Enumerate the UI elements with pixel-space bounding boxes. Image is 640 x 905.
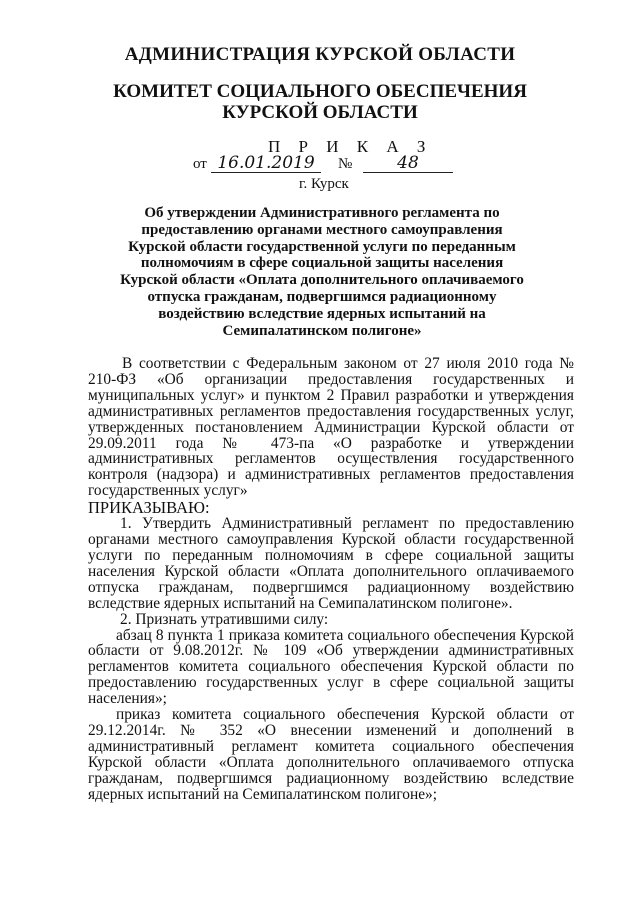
committee-heading-line2: КУРСКОЙ ОБЛАСТИ [222,102,418,123]
order-number-handwritten: 48 [363,154,453,173]
from-label: от [193,156,207,172]
organization-heading: АДМИНИСТРАЦИЯ КУРСКОЙ ОБЛАСТИ [124,44,516,65]
committee-heading-line1: КОМИТЕТ СОЦИАЛЬНОГО ОБЕСПЕЧЕНИЯ [113,81,527,102]
item-2a-paragraph: абзац 8 пункта 1 приказа комитета социального обеспечения Курской области от 9.08.2012г. № 109 «Об утверждении административных регламентов комитета социального обеспечения Курской области по предоставлению государственных услуг в сфере социальной защиты населения»; [88,626,574,708]
document-body [88,356,574,802]
committee-heading [0,81,640,123]
order-date-handwritten: 16.01.2019 [211,154,321,173]
item-2-paragraph: 2. Признать утратившими силу: [120,610,329,628]
item-2b-paragraph: приказ комитета социального обеспечения Курской области от 29.12.2014г. № 352 «О внесении изменений и дополнений в административный регламент комитета социального обеспечения Курской области «Оплата дополнительного оплачиваемого отпуска гражданам, подвергшимся радиационному воздействию вследствие ядерных испытаний на Семипалатинском полигоне»; [88,706,574,803]
number-label: № [338,156,353,172]
item-1-paragraph: 1. Утвердить Административный регламент по предоставлению органами местного самоуправления Курской области государственной услуги по переданным полномочиям в сфере социальной защиты населения Курской области «Оплата дополнительного оплачиваемого отпуска гражданам, подвергшимся радиационному воздействию вследствие ядерных испытаний на Семипалатинском полигоне». [88,515,574,612]
order-word: ПРИКАЗЫВАЮ: [88,498,210,518]
city: г. Курск [299,176,349,192]
preamble-paragraph: В соответствии с Федеральным законом от 27 июля 2010 года № 210-ФЗ «Об организации предоставления государственных и муниципальных услуг» и пунктом 2 Правил разработки и утверждения административных регламентов предоставления государственных услуг, утвержденных постановлением Администрации Курской области от 29.09.2011 года № 473-па «О разработке и утверждении административных регламентов осуществления государственного контроля (надзора) и административных регламентов предоставления государственных услуг» [88,355,574,500]
document-type: П Р И К А З [268,137,433,156]
order-date-number-line [193,154,473,178]
document-title: Об утверждении Административного регламента по предоставлению органами местного самоуправления Курской области государственной услуги по переданным полномочиям в сфере социальной защиты населения Курской области «Оплата дополнительного оплачиваемого отпуска гражданам, подвергшимся радиационному воздействию вследствие ядерных испытаний на Семипалатинском полигоне» [120,205,524,339]
